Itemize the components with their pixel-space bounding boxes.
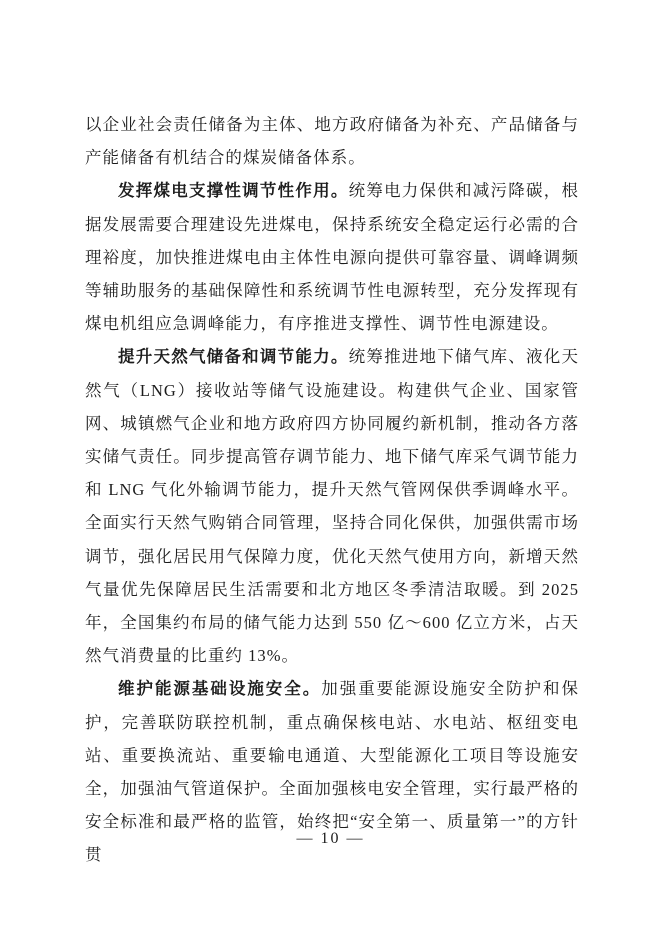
paragraph-lead: 维护能源基础设施安全。	[118, 679, 322, 699]
paragraph-text: 加强重要能源设施安全防护和保护，完善联防联控机制，重点确保核电站、水电站、枢纽变电站、重要换流站、重要输电通道、大型能源化工项目等设施安全，加强油气管道保护。全面加强核电安全管理，实行最严格的安全标准和最严格的监管，始终把“安全第一、质量第一”的方针贯	[85, 679, 579, 865]
paragraph-text: 统筹推进地下储气库、液化天然气（LNG）接收站等储气设施建设。构建供气企业、国家管网、城镇燃气企业和地方政府四方协同履约新机制，推动各方落实储气责任。同步提高管存调节能力、地下储气库采气调节能力和 LNG 气化外输调节能力，提升天然气管网保供季调峰水平。全面实行天然气购销合同管理，坚持合同化保供，加强供需市场调节，强化居民用气保障力度，优化天然气使用方向，新增天然气量优先保障居民生活需要和北方地区冬季清洁取暖。到 2025 年，全国集约布局的储气能力达到 550 亿～600 亿立方米，占天然气消费量的比重约 13%。	[85, 347, 579, 666]
paragraph-coal-reserve-continuation	[85, 108, 579, 174]
paragraph-lead: 提升天然气储备和调节能力。	[118, 347, 349, 367]
text-content	[85, 108, 579, 872]
page-number: — 10 —	[296, 830, 365, 847]
paragraph-text: 以企业社会责任储备为主体、地方政府储备为补充、产品储备与产能储备有机结合的煤炭储备体系。	[85, 115, 579, 168]
page-footer	[0, 830, 661, 848]
paragraph-natural-gas	[85, 340, 579, 672]
paragraph-coal-power	[85, 174, 579, 340]
paragraph-text: 统筹电力保供和减污降碳，根据发展需要合理建设先进煤电，保持系统安全稳定运行必需的合理裕度，加快推进煤电由主体性电源向提供可靠容量、调峰调频等辅助服务的基础保障性和系统调节性电源转型，充分发挥现有煤电机组应急调峰能力，有序推进支撑性、调节性电源建设。	[85, 181, 579, 334]
paragraph-lead: 发挥煤电支撑性调节性作用。	[118, 181, 349, 201]
